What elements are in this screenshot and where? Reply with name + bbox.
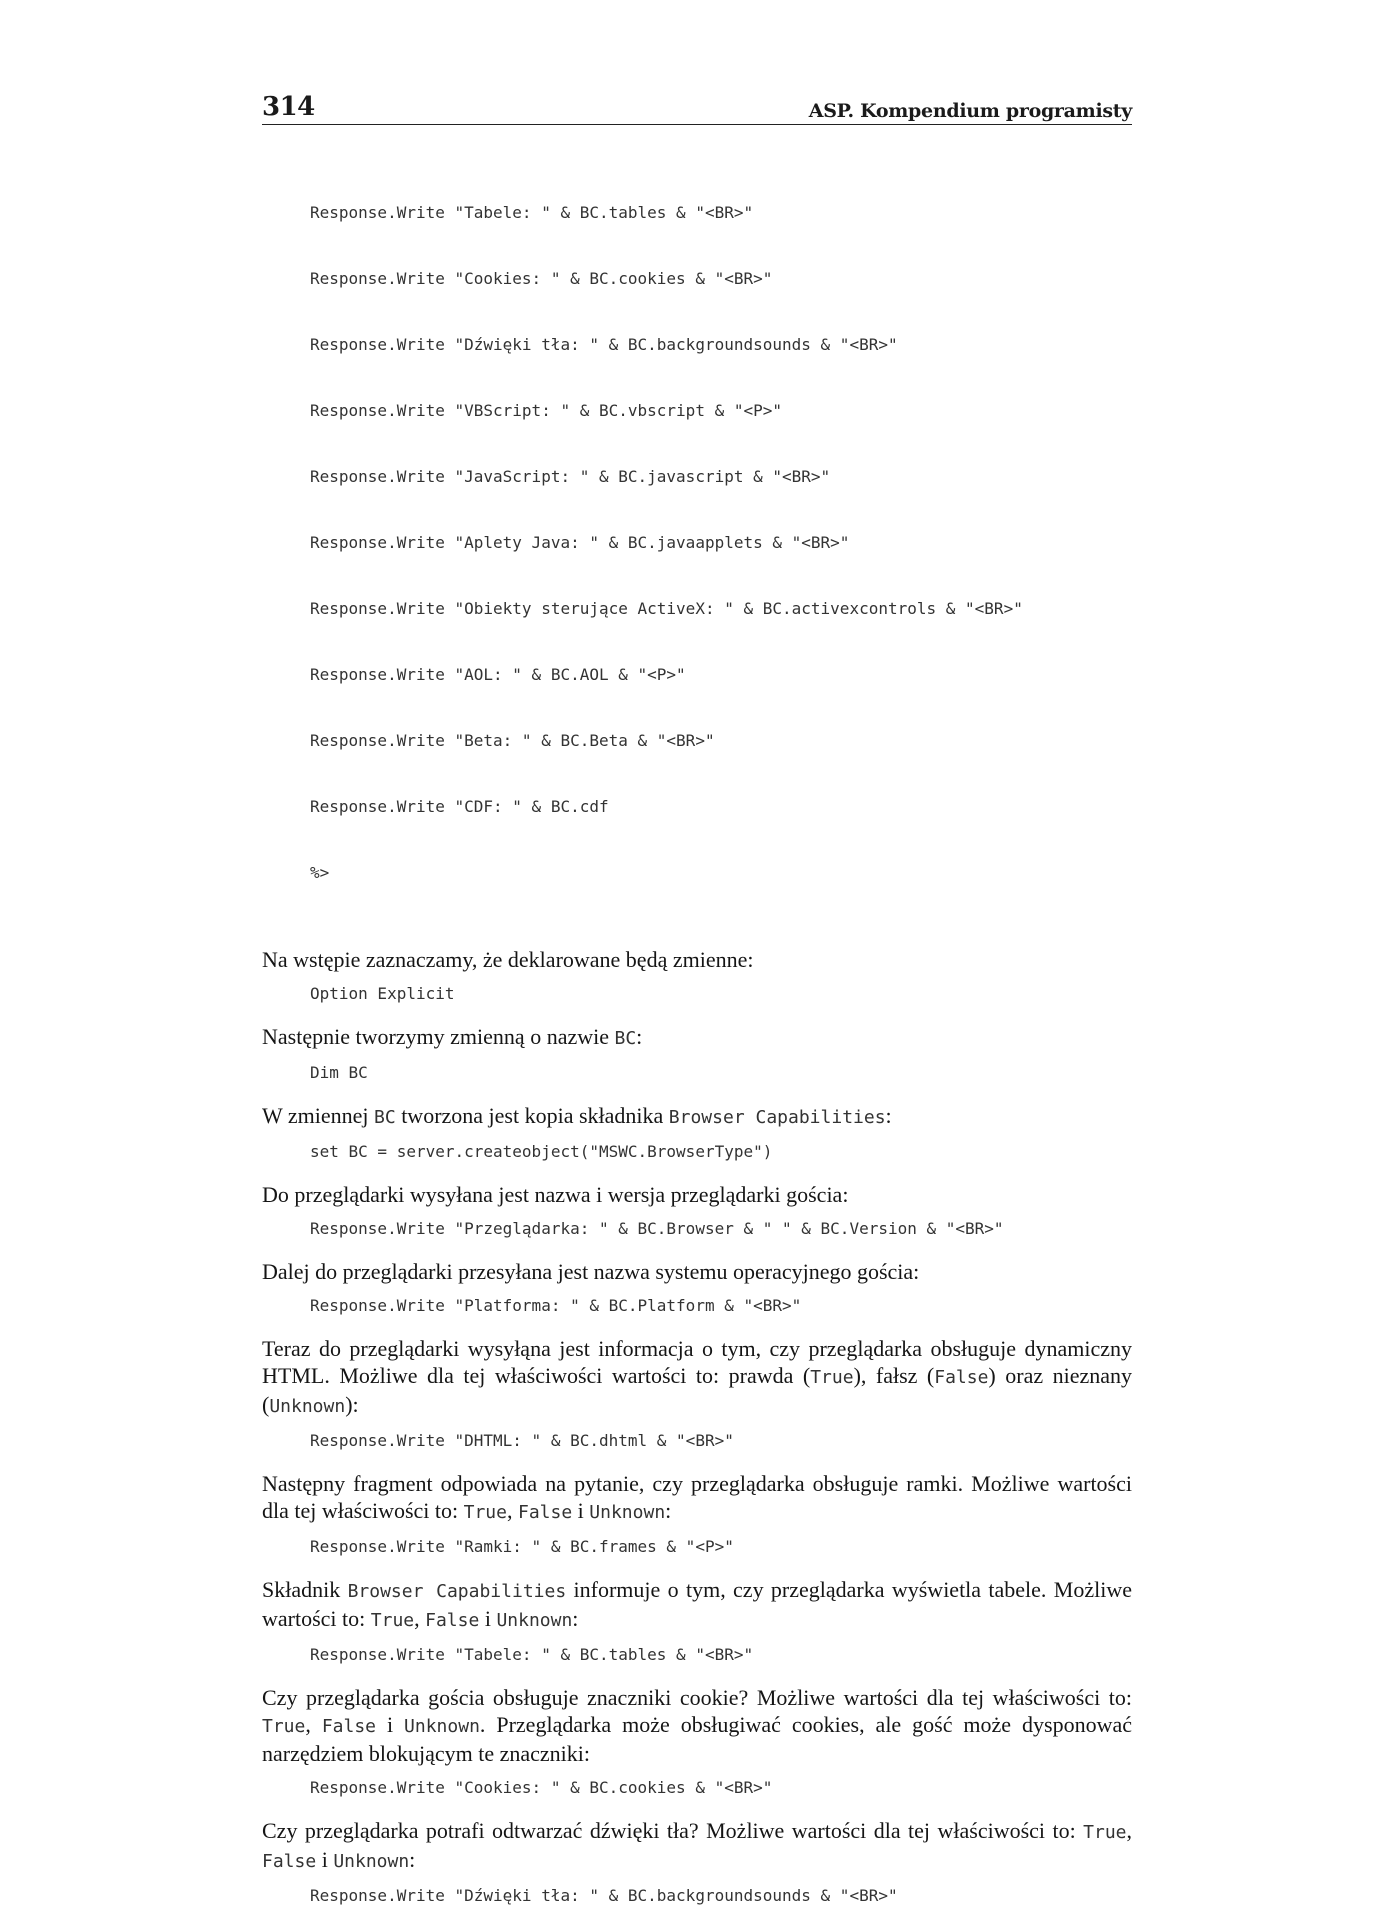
code-snippet: Option Explicit — [310, 984, 455, 1003]
page-body — [262, 158, 1132, 1917]
paragraph: Teraz do przeglądarki wysyłąna jest informacja o tym, czy przeglądarka obsługuje dynamiczny HTML. Możliwe dla tej właściwości wartości to: prawda (True), fałsz (False) oraz nieznany (Unknown): — [262, 1336, 1132, 1417]
code-line: Response.Write "Obiekty sterujące ActiveX: " & BC.activexcontrols & "<BR>" — [310, 599, 1023, 618]
code-snippet: Response.Write "Tabele: " & BC.tables & "<BR>" — [310, 1645, 754, 1664]
paragraph: Do przeglądarki wysyłana jest nazwa i wersja przeglądarki gościa: — [262, 1182, 849, 1207]
code-listing — [310, 158, 1132, 928]
code-snippet: Response.Write "Platforma: " & BC.Platform & "<BR>" — [310, 1296, 802, 1315]
code-line: Response.Write "Dźwięki tła: " & BC.backgroundsounds & "<BR>" — [310, 335, 898, 354]
code-snippet: Response.Write "Cookies: " & BC.cookies & "<BR>" — [310, 1778, 773, 1797]
code-snippet: Response.Write "Ramki: " & BC.frames & "<P>" — [310, 1537, 734, 1556]
paragraph: Następnie tworzymy zmienną o nazwie BC: — [262, 1024, 643, 1049]
code-snippet: Response.Write "Dźwięki tła: " & BC.backgroundsounds & "<BR>" — [310, 1886, 898, 1905]
running-title: ASP. Kompendium programisty — [808, 100, 1132, 122]
code-snippet: Dim BC — [310, 1063, 368, 1082]
code-line: Response.Write "CDF: " & BC.cdf — [310, 797, 609, 816]
code-snippet: Response.Write "DHTML: " & BC.dhtml & "<BR>" — [310, 1431, 734, 1450]
paragraph: Składnik Browser Capabilities informuje o tym, czy przeglądarka wyświetla tabele. Możliwe wartości to: True, False i Unknown: — [262, 1577, 1132, 1631]
paragraph: Następny fragment odpowiada na pytanie, czy przeglądarka obsługuje ramki. Możliwe wartości dla tej właściwości to: True, False i Unknown: — [262, 1471, 1132, 1523]
paragraph: Na wstępie zaznaczamy, że deklarowane będą zmienne: — [262, 947, 754, 972]
paragraph: Czy przeglądarka gościa obsługuje znaczniki cookie? Możliwe wartości dla tej właściwości to: True, False i Unknown. Przeglądarka może obsługiwać cookies, ale gość może dysponować narzędziem blokującym te znaczniki: — [262, 1685, 1133, 1766]
page-number: 314 — [262, 92, 315, 122]
code-line: Response.Write "AOL: " & BC.AOL & "<P>" — [310, 665, 686, 684]
code-line: %> — [310, 863, 330, 882]
code-line: Response.Write "Aplety Java: " & BC.javaapplets & "<BR>" — [310, 533, 850, 552]
paragraph: Dalej do przeglądarki przesyłana jest nazwa systemu operacyjnego gościa: — [262, 1259, 920, 1284]
code-snippet: set BC = server.createobject("MSWC.BrowserType") — [310, 1142, 773, 1161]
code-line: Response.Write "Tabele: " & BC.tables & "<BR>" — [310, 203, 754, 222]
code-snippet: Response.Write "Przeglądarka: " & BC.Browser & " " & BC.Version & "<BR>" — [310, 1219, 1004, 1238]
code-line: Response.Write "Cookies: " & BC.cookies & "<BR>" — [310, 269, 773, 288]
code-line: Response.Write "JavaScript: " & BC.javascript & "<BR>" — [310, 467, 831, 486]
paragraph: W zmiennej BC tworzona jest kopia składnika Browser Capabilities: — [262, 1103, 892, 1128]
code-line: Response.Write "VBScript: " & BC.vbscript & "<P>" — [310, 401, 783, 420]
page-header — [262, 90, 1132, 125]
code-line: Response.Write "Beta: " & BC.Beta & "<BR>" — [310, 731, 715, 750]
paragraph: Czy przeglądarka potrafi odtwarzać dźwięki tła? Możliwe wartości dla tej właściwości to: True, False i Unknown: — [262, 1818, 1132, 1872]
